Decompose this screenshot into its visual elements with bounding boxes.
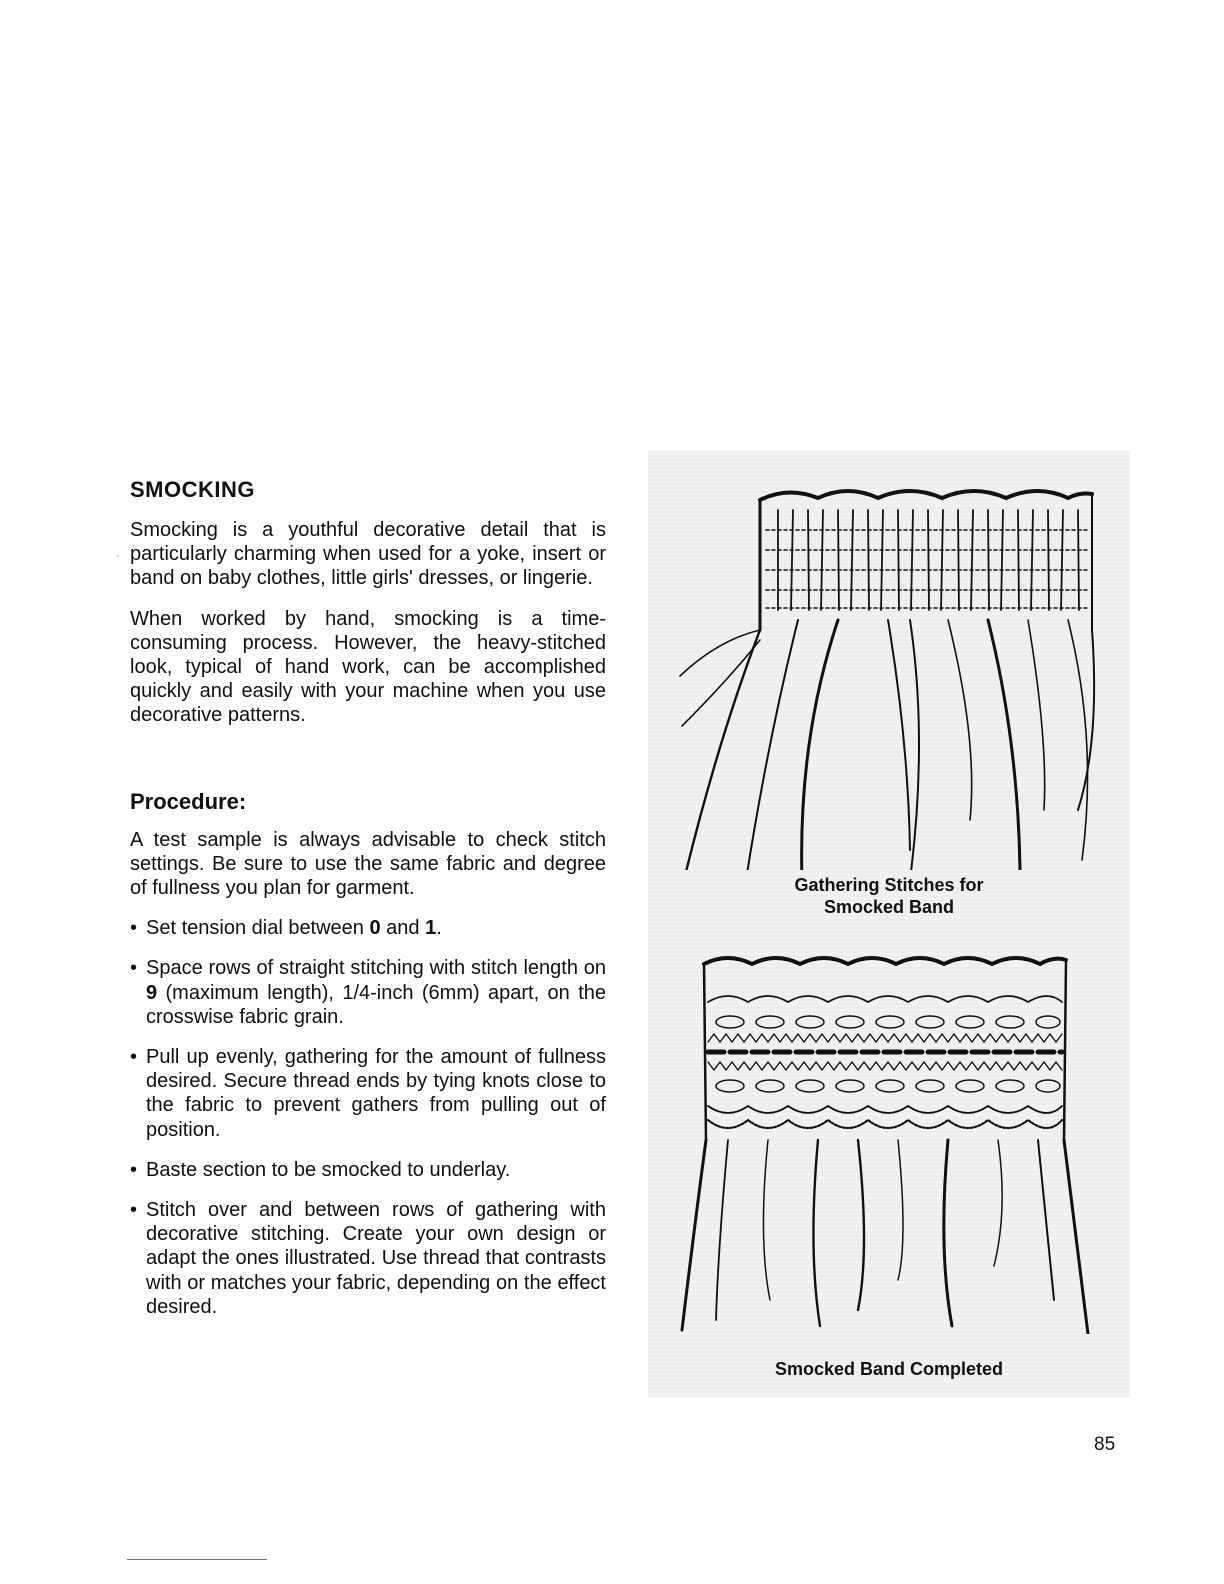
- step-text: Set tension dial between: [146, 917, 370, 940]
- step-baste: [130, 1158, 606, 1182]
- bullet: •: [130, 917, 138, 940]
- figure-panel: [648, 450, 1130, 1398]
- step-text: Space rows of straight stitching with stitch length on: [146, 957, 606, 980]
- gathering-caption-line-1: Gathering Stitches for: [794, 875, 984, 895]
- step-stitch: [130, 1198, 606, 1319]
- bullet: •: [130, 1199, 138, 1222]
- text-column: [130, 476, 606, 1335]
- gathering-caption-line-2: Smocked Band: [823, 897, 955, 917]
- procedure-intro: A test sample is always advisable to check stitch settings. Be sure to use the same fabric and degree of fullness you plan for garment.: [130, 828, 606, 900]
- intro-paragraph-1: Smocking is a youthful decorative detail that is particularly charming when used for a yoke, insert or band on baby clothes, little girls' dresses, or lingerie.: [130, 519, 606, 590]
- stray-mark: `: [116, 555, 120, 566]
- step-value: 1: [425, 917, 437, 940]
- procedure-steps: [130, 916, 606, 1319]
- step-value: 9: [146, 981, 158, 1004]
- step-text: Stitch over and between rows of gathering with decorative stitching. Create your own design or adapt the ones illustrated. Use thread that contrasts with or matches your fabric, depending on the effect desired.: [146, 1199, 606, 1318]
- bullet: •: [130, 1158, 138, 1181]
- bullet: •: [130, 957, 138, 980]
- smocked-caption: Smocked Band Completed: [774, 1359, 1004, 1379]
- step-text: Baste section to be smocked to underlay.: [146, 1158, 511, 1181]
- step-tension: [130, 916, 606, 940]
- smocked-band-illustration: [648, 950, 1130, 1379]
- footer-rule: [127, 1559, 267, 1560]
- step-text: and: [380, 917, 426, 940]
- step-text: .: [436, 917, 442, 940]
- step-value: 0: [369, 917, 381, 940]
- step-space-rows: [130, 956, 606, 1029]
- step-text: Pull up evenly, gathering for the amount of fullness desired. Secure thread ends by tying knots close to the fabric to prevent gathers from pulling out of position.: [146, 1046, 606, 1141]
- procedure-title: Procedure:: [130, 788, 247, 814]
- intro-paragraph-2: When worked by hand, smocking is a time-consuming process. However, the heavy-stitched look, typical of hand work, can be accomplished quickly and easily with your machine when you use decorative patterns.: [130, 607, 606, 727]
- section-title: SMOCKING: [130, 477, 255, 502]
- gathering-stitches-illustration: [648, 480, 1130, 917]
- step-pull-up: [130, 1045, 606, 1142]
- step-text: (maximum length), 1/4-inch (6mm) apart, on the crosswise fabric grain.: [146, 981, 606, 1028]
- page-number: 85: [1094, 1434, 1116, 1455]
- bullet: •: [130, 1046, 138, 1069]
